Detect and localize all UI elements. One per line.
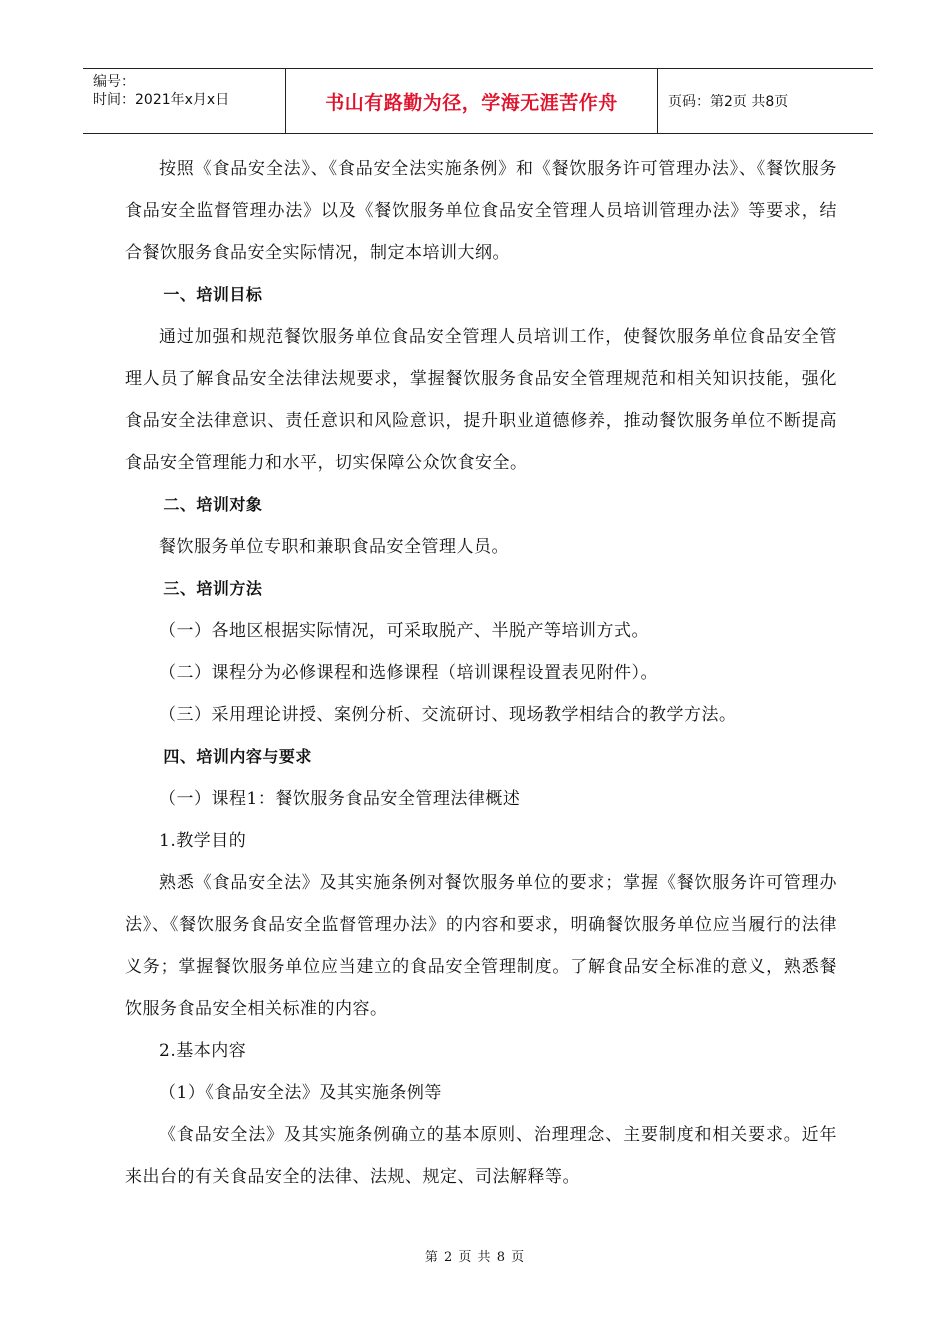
method-item-3: （三）采用理论讲授、案例分析、交流研讨、现场教学相结合的教学方法。 (159, 705, 737, 725)
header-page-label: 页码：第2页 共8页 (668, 94, 789, 110)
page-header (83, 68, 873, 134)
page-footer: 第 2 页 共 8 页 (424, 1250, 526, 1265)
document-body (125, 148, 837, 1198)
food-safety-law-paragraph: 《食品安全法》及其实施条例确立的基本原则、治理理念、主要制度和相关要求。近年来出台的有关食品安全的法律、法规、规定、司法解释等。 (125, 1125, 837, 1187)
subheading-food-safety-law: （1）《食品安全法》及其实施条例等 (159, 1083, 442, 1103)
section-heading-goals: 一、培训目标 (163, 285, 263, 304)
doc-time-label: 时间：2021年x月x日 (93, 92, 230, 108)
method-item-2: （二）课程分为必修课程和选修课程（培训课程设置表见附件）。 (159, 663, 658, 683)
teaching-purpose-paragraph: 熟悉《食品安全法》及其实施条例对餐饮服务单位的要求；掌握《餐饮服务许可管理办法》、《餐饮服务食品安全监督管理办法》的内容和要求，明确餐饮服务单位应当履行的法律义务；掌握餐饮服务单位应当建立的食品安全管理制度。了解食品安全标准的意义，熟悉餐饮服务食品安全相关标准的内容。 (125, 873, 837, 1019)
subheading-teaching-purpose: 1.教学目的 (159, 831, 247, 851)
subheading-basic-content: 2.基本内容 (159, 1041, 247, 1061)
goals-paragraph: 通过加强和规范餐饮服务单位食品安全管理人员培训工作，使餐饮服务单位食品安全管理人员了解食品安全法律法规要求，掌握餐饮服务食品安全管理规范和相关知识技能，强化食品安全法律意识、责任意识和风险意识，提升职业道德修养，推动餐饮服务单位不断提高食品安全管理能力和水平，切实保障公众饮食安全。 (125, 327, 837, 473)
header-meta (83, 69, 286, 133)
audience-paragraph: 餐饮服务单位专职和兼职食品安全管理人员。 (159, 537, 509, 557)
course-1-title: （一）课程1：餐饮服务食品安全管理法律概述 (159, 789, 521, 809)
header-motto: 书山有路勤为径，学海无涯苦作舟 (286, 69, 658, 133)
doc-number-label: 编号： (93, 74, 135, 90)
section-heading-audience: 二、培训对象 (163, 495, 263, 514)
method-item-1: （一）各地区根据实际情况，可采取脱产、半脱产等培训方式。 (159, 621, 649, 641)
section-heading-methods: 三、培训方法 (163, 579, 263, 598)
intro-paragraph: 按照《食品安全法》、《食品安全法实施条例》和《餐饮服务许可管理办法》、《餐饮服务食品安全监督管理办法》以及《餐饮服务单位食品安全管理人员培训管理办法》等要求，结合餐饮服务食品安全实际情况，制定本培训大纲。 (125, 159, 837, 263)
section-heading-content: 四、培训内容与要求 (163, 747, 312, 766)
